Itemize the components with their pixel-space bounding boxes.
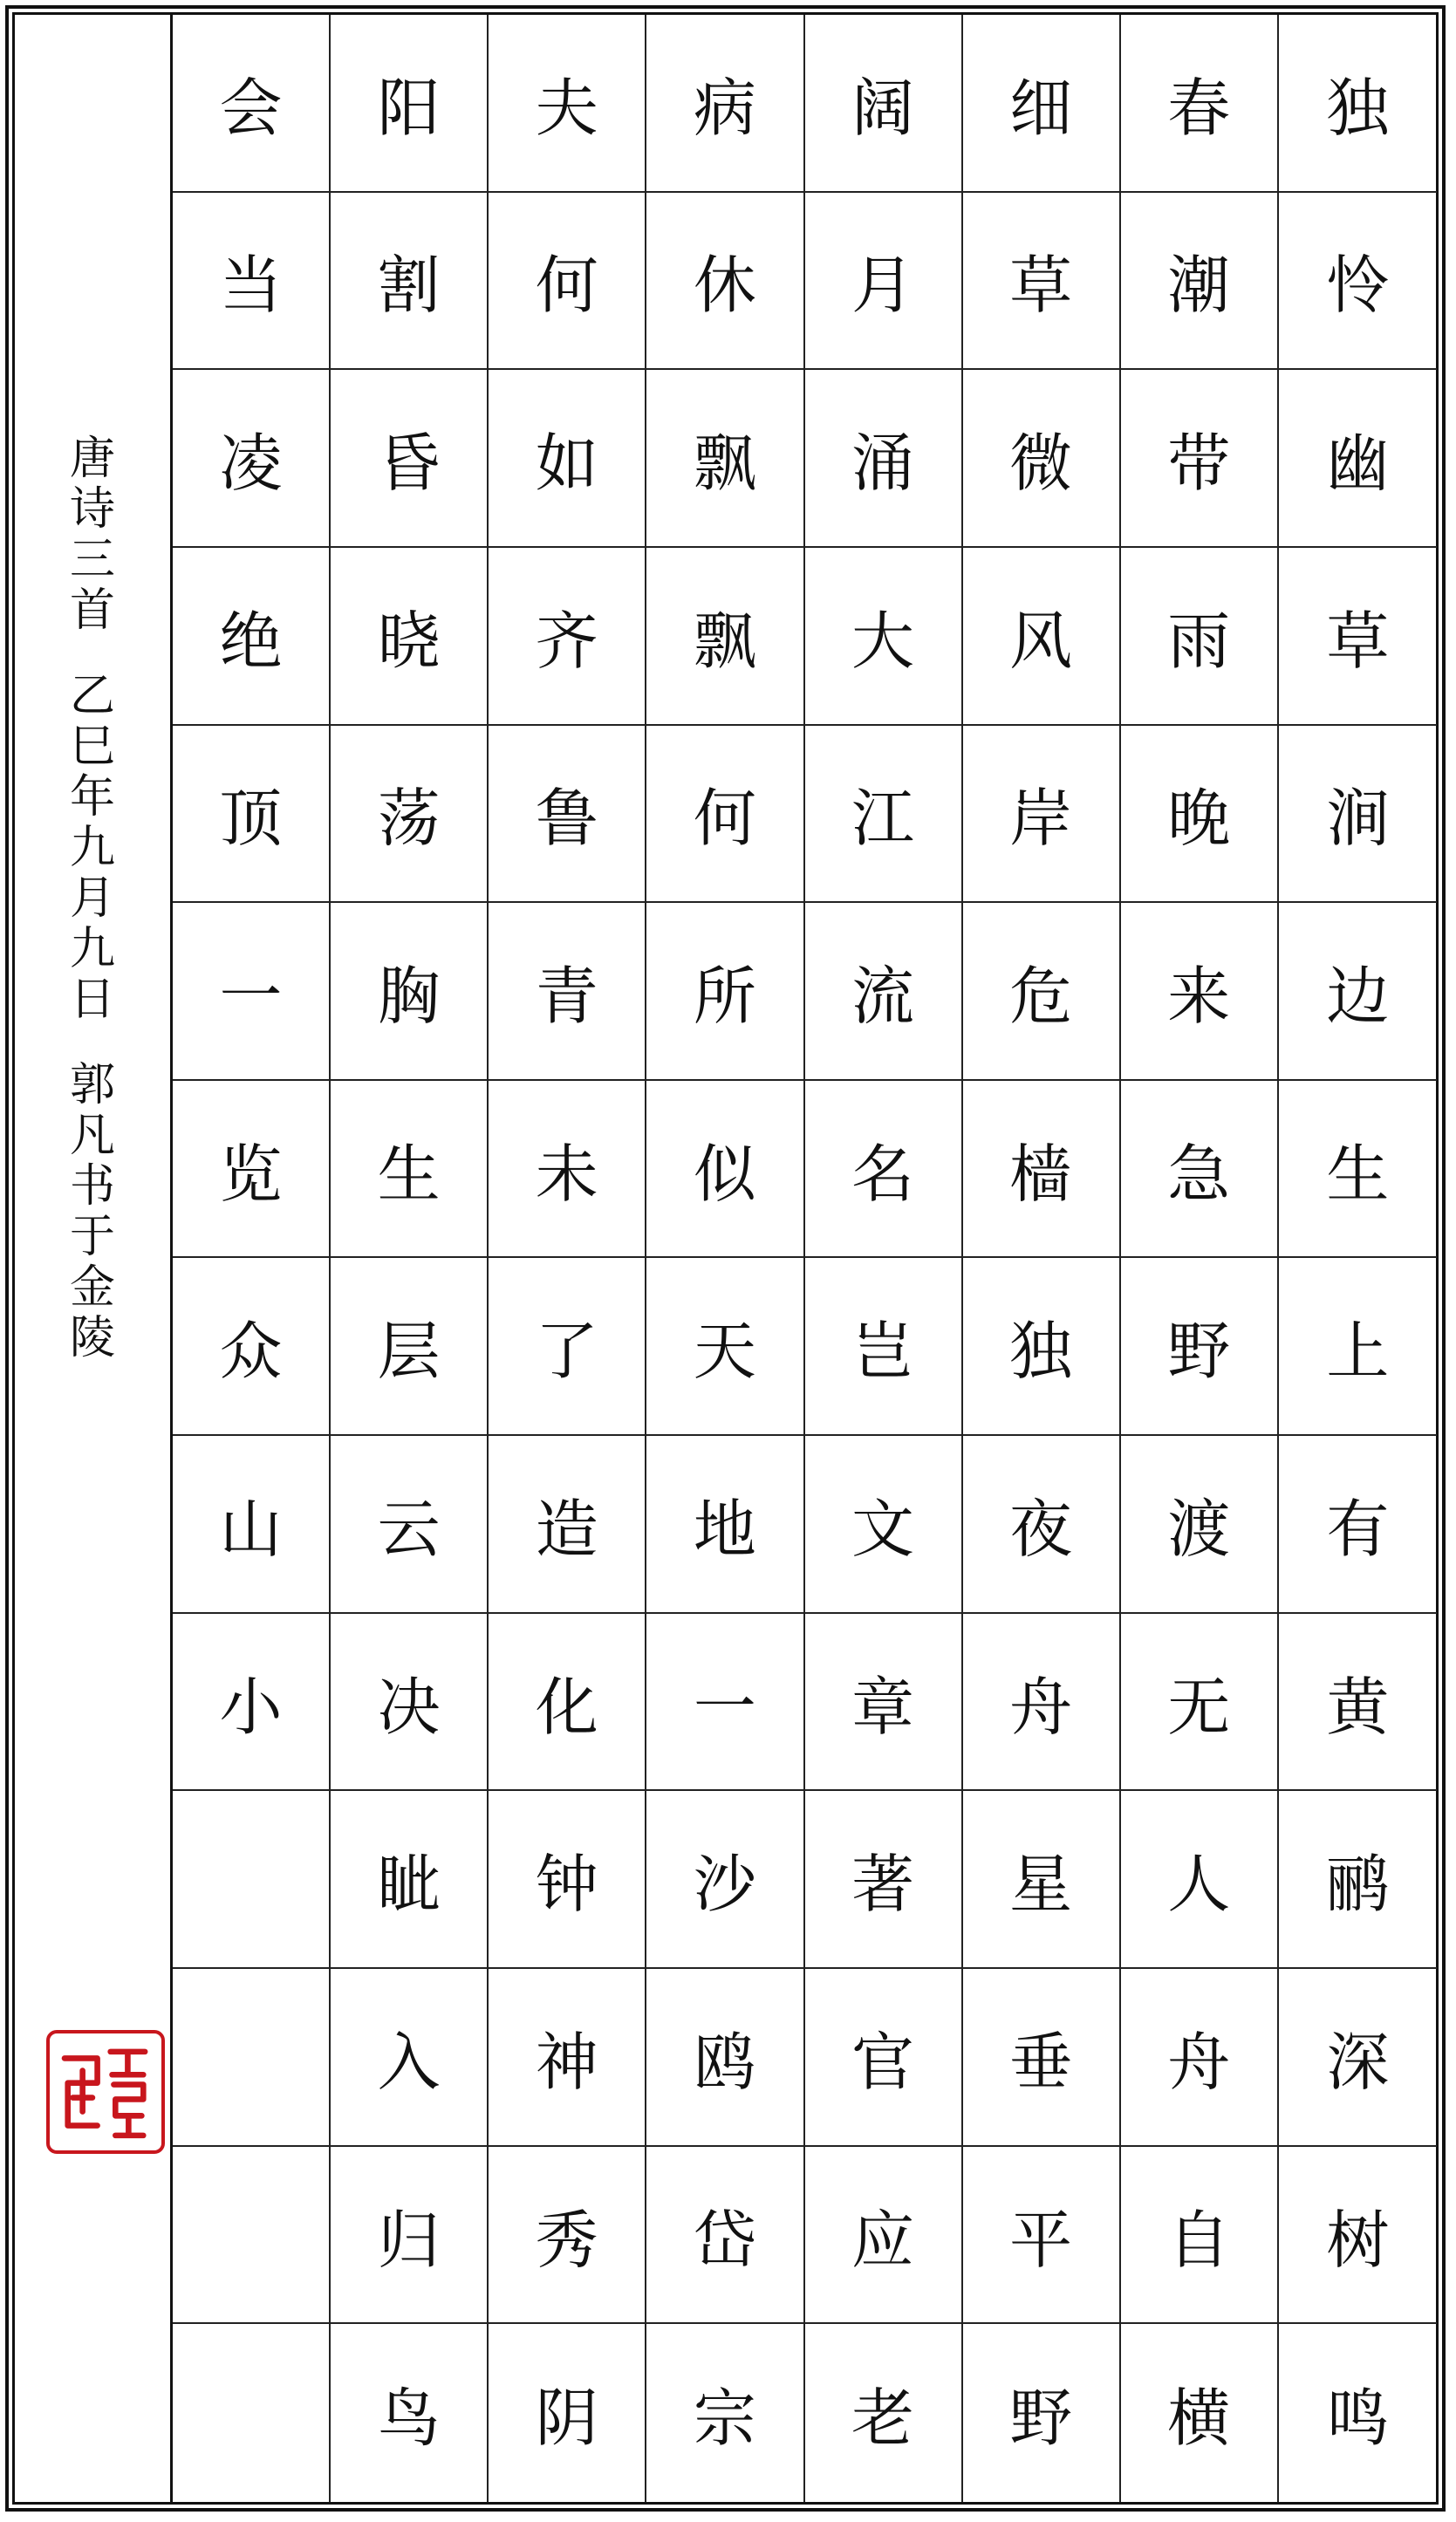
grid-cell: 秀 — [489, 2147, 646, 2325]
grid-cell: 生 — [1279, 1081, 1437, 1259]
grid-cell: 上 — [1279, 1258, 1437, 1436]
grid-cell: 舟 — [963, 1614, 1121, 1792]
grid-cell: 章 — [805, 1614, 963, 1792]
inscription-char: 年 — [69, 771, 115, 824]
grid-cell: 割 — [331, 193, 489, 371]
grid-cell: 急 — [1121, 1081, 1279, 1259]
grid-cell: 绝 — [173, 548, 331, 726]
grid-cell: 如 — [489, 370, 646, 548]
grid-cell: 小 — [173, 1614, 331, 1792]
grid-cell: 层 — [331, 1258, 489, 1436]
grid-cell: 天 — [646, 1258, 804, 1436]
grid-cell: 鲁 — [489, 726, 646, 904]
grid-cell: 垂 — [963, 1969, 1121, 2147]
grid-cell: 晚 — [1121, 726, 1279, 904]
grid-cell: 黄 — [1279, 1614, 1437, 1792]
grid-cell: 云 — [331, 1436, 489, 1614]
grid-cell: 自 — [1121, 2147, 1279, 2325]
red-seal-stamp — [46, 2030, 165, 2154]
grid-cell: 独 — [963, 1258, 1121, 1436]
grid-cell: 地 — [646, 1436, 804, 1614]
inscription-char: 九 — [69, 822, 115, 874]
seal-glyph-icon — [50, 2033, 161, 2150]
grid-cell: 沙 — [646, 1791, 804, 1969]
grid-cell: 樯 — [963, 1081, 1121, 1259]
grid-cell: 应 — [805, 2147, 963, 2325]
grid-cell: 鹂 — [1279, 1791, 1437, 1969]
grid-cell: 何 — [646, 726, 804, 904]
grid-cell: 未 — [489, 1081, 646, 1259]
grid-cell: 阴 — [489, 2324, 646, 2502]
grid-cell: 生 — [331, 1081, 489, 1259]
inscription-char: 金 — [69, 1261, 115, 1314]
inscription-char: 日 — [69, 974, 115, 1026]
grid-cell: 阳 — [331, 15, 489, 193]
inscription-char: 于 — [69, 1211, 115, 1263]
grid-cell: 有 — [1279, 1436, 1437, 1614]
grid-cell: 鸟 — [331, 2324, 489, 2502]
inscription-char: 九 — [69, 923, 115, 975]
grid-cell: 神 — [489, 1969, 646, 2147]
grid-cell: 来 — [1121, 903, 1279, 1081]
grid-cell: 何 — [489, 193, 646, 371]
grid-cell: 青 — [489, 903, 646, 1081]
grid-cell: 星 — [963, 1791, 1121, 1969]
calligraphy-grid — [170, 15, 1437, 2502]
grid-cell: 雨 — [1121, 548, 1279, 726]
grid-cell: 涧 — [1279, 726, 1437, 904]
grid-cell: 决 — [331, 1614, 489, 1792]
grid-cell: 齐 — [489, 548, 646, 726]
grid-cell: 荡 — [331, 726, 489, 904]
grid-cell: 野 — [1121, 1258, 1279, 1436]
grid-cell: 山 — [173, 1436, 331, 1614]
grid-cell: 凌 — [173, 370, 331, 548]
grid-cell: 晓 — [331, 548, 489, 726]
grid-cell: 了 — [489, 1258, 646, 1436]
grid-cell: 会 — [173, 15, 331, 193]
grid-cell: 深 — [1279, 1969, 1437, 2147]
grid-cell: 草 — [1279, 548, 1437, 726]
grid-cell: 春 — [1121, 15, 1279, 193]
grid-cell: 似 — [646, 1081, 804, 1259]
inscription-char: 月 — [69, 872, 115, 925]
grid-cell: 官 — [805, 1969, 963, 2147]
grid-cell: 文 — [805, 1436, 963, 1614]
grid-cell: 边 — [1279, 903, 1437, 1081]
grid-cell: 岂 — [805, 1258, 963, 1436]
grid-cell: 阔 — [805, 15, 963, 193]
grid-cell: 人 — [1121, 1791, 1279, 1969]
grid-cell: 月 — [805, 193, 963, 371]
grid-cell: 江 — [805, 726, 963, 904]
grid-cell: 鸣 — [1326, 2382, 1390, 2456]
grid-cell: 夫 — [489, 15, 646, 193]
grid-cell: 鸥 — [646, 1969, 804, 2147]
grid-cell: 众 — [173, 1258, 331, 1436]
grid-cell: 飘 — [646, 548, 804, 726]
grid-cell: 潮 — [1121, 193, 1279, 371]
inscription-char: 乙 — [69, 670, 115, 722]
grid-cell: 老 — [805, 2324, 963, 2502]
grid-cell: 幽 — [1279, 370, 1437, 548]
grid-cell — [173, 1969, 331, 2147]
grid-cell: 夜 — [963, 1436, 1121, 1614]
grid-cell: 怜 — [1279, 193, 1437, 371]
grid-cell: 一 — [173, 903, 331, 1081]
grid-cell: 细 — [963, 15, 1121, 193]
grid-cell — [173, 2324, 331, 2502]
grid-cell: 岸 — [963, 726, 1121, 904]
inscription-char: 书 — [69, 1160, 115, 1213]
grid-cell: 微 — [963, 370, 1121, 548]
grid-cell: 归 — [331, 2147, 489, 2325]
grid-cell: 病 — [646, 15, 804, 193]
grid-cell: 休 — [646, 193, 804, 371]
grid-cell: 宗 — [646, 2324, 804, 2502]
grid-cell: 眦 — [331, 1791, 489, 1969]
grid-cell: 览 — [173, 1081, 331, 1259]
grid-cell: 当 — [173, 193, 331, 371]
grid-cell: 造 — [489, 1436, 646, 1614]
grid-cell: 入 — [331, 1969, 489, 2147]
grid-cell: 草 — [963, 193, 1121, 371]
grid-cell: 胸 — [331, 903, 489, 1081]
grid-cell: 所 — [646, 903, 804, 1081]
inscription-char: 郭 — [69, 1059, 115, 1111]
grid-cell: 岱 — [646, 2147, 804, 2325]
grid-cell: 顶 — [173, 726, 331, 904]
grid-cell: 平 — [963, 2147, 1121, 2325]
grid-cell: 流 — [805, 903, 963, 1081]
grid-cell: 飘 — [646, 370, 804, 548]
grid-cell: 钟 — [489, 1791, 646, 1969]
inscription-column — [15, 15, 170, 2502]
grid-cell: 舟 — [1121, 1969, 1279, 2147]
inscription-char: 陵 — [69, 1312, 115, 1364]
grid-cell: 带 — [1121, 370, 1279, 548]
inscription-char: 首 — [69, 584, 115, 637]
grid-cell: 化 — [489, 1614, 646, 1792]
inscription-char: 三 — [69, 534, 115, 586]
grid-cell: 危 — [963, 903, 1121, 1081]
grid-cell: 风 — [963, 548, 1121, 726]
inscription-char: 凡 — [69, 1110, 115, 1162]
grid-cell: 涌 — [805, 370, 963, 548]
grid-cell: 无 — [1121, 1614, 1279, 1792]
grid-cell — [173, 2147, 331, 2325]
grid-cell: 渡 — [1121, 1436, 1279, 1614]
grid-cell: 昏 — [331, 370, 489, 548]
inscription-char: 巳 — [69, 721, 115, 773]
grid-cell: 名 — [805, 1081, 963, 1259]
grid-cell — [173, 1791, 331, 1969]
inscription-char: 诗 — [69, 483, 115, 536]
grid-cell: 著 — [805, 1791, 963, 1969]
grid-cell: 野 — [963, 2324, 1121, 2502]
grid-cell: 独 — [1279, 15, 1437, 193]
grid-cell: 一 — [646, 1614, 804, 1792]
grid-cell: 树 — [1279, 2147, 1437, 2325]
inscription-text — [15, 434, 170, 1364]
grid-cell: 大 — [805, 548, 963, 726]
grid-cell: 横 — [1121, 2324, 1279, 2502]
inscription-char: 唐 — [69, 433, 115, 485]
